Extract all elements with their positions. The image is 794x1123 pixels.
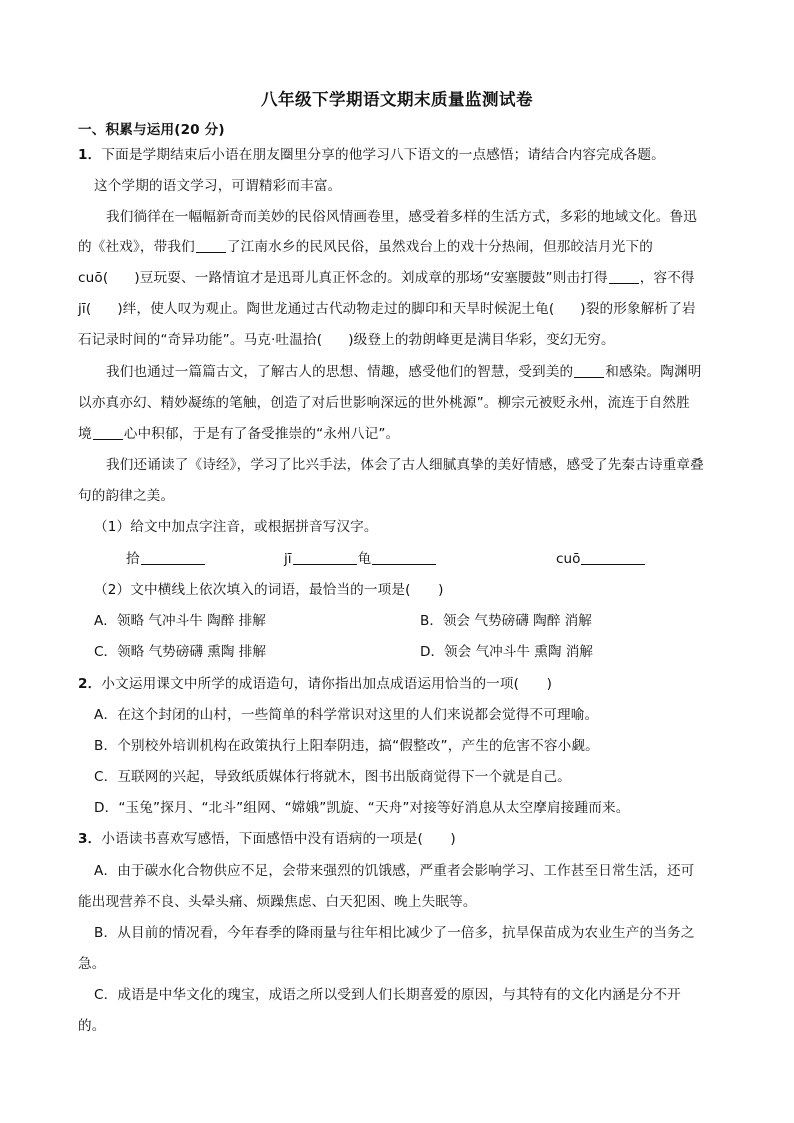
option-d[interactable]: D．“玉兔”探月、“北斗”组网、“嫦娥”凯旋、“天舟”对接等好消息从太空摩肩接踵而来。 xyxy=(94,800,630,816)
fill-item-ji xyxy=(284,550,437,568)
section-heading: 一、积累与运用(20 分) xyxy=(78,122,225,138)
text-span: )绊，使人叹为观止。陶世龙通过古代动物走过的脚印和天旱时候泥土龟( xyxy=(117,301,555,317)
text-span: )裂的形象解析了岩 xyxy=(580,301,696,317)
passage-line xyxy=(106,363,702,381)
option-b-continued: 急。 xyxy=(78,956,106,972)
fill-label: jī xyxy=(284,551,292,567)
text-span: 境 xyxy=(78,426,92,442)
option-b[interactable]: B．从目前的情况看，今年春季的降雨量与往年相比减少了一倍多，抗旱保苗成为农业生产的当务之 xyxy=(94,925,695,941)
option-a[interactable]: A．由于碳水化合物供应不足，会带来强烈的饥饿感，严重者会影响学习、工作甚至日常生活，还可 xyxy=(94,863,695,879)
text-span: ，容不得 xyxy=(639,270,695,286)
answer-blank[interactable] xyxy=(581,551,645,565)
blank-line[interactable] xyxy=(93,426,123,440)
option-c[interactable]: C．领略 气势磅礴 熏陶 排解 xyxy=(94,644,266,660)
option-c[interactable]: C．互联网的兴起，导致纸质媒体行将就木，图书出版商觉得下一个就是自己。 xyxy=(94,769,571,785)
blank-line[interactable] xyxy=(196,239,226,253)
question-number: 3． xyxy=(78,831,102,847)
option-c[interactable]: C．成语是中华文化的瑰宝，成语之所以受到人们长期喜爱的原因，与其特有的文化内涵是分不开 xyxy=(94,987,681,1003)
text-span: 我们也通过一篇篇古文，了解古人的思想、情趣，感受他们的智慧，受到美的 xyxy=(106,364,574,380)
sub-question-1: （1）给文中加点字注音，或根据拼音写汉字。 xyxy=(94,519,378,535)
passage-line xyxy=(78,238,653,256)
question-number: 1． xyxy=(78,147,102,163)
question-2-stem xyxy=(78,675,552,693)
answer-blank[interactable] xyxy=(293,551,357,565)
passage-line xyxy=(78,300,696,318)
fill-label: 拾 xyxy=(126,551,140,567)
option-a-continued: 能出现营养不良、头晕头痛、烦躁焦虑、白天犯困、晚上失眠等。 xyxy=(78,894,477,910)
passage-line xyxy=(78,331,615,349)
option-b[interactable]: B．领会 气势磅礴 陶醉 消解 xyxy=(420,613,592,629)
option-c-continued: 的。 xyxy=(78,1018,106,1034)
fill-label: 龟 xyxy=(357,551,372,567)
passage-line xyxy=(78,425,399,443)
answer-blank[interactable] xyxy=(141,551,205,565)
text-span: )豆玩耍、一路情谊才是迅哥儿真正怀念的。刘成章的那场“安塞腰鼓”则击打得 xyxy=(134,270,608,286)
option-a[interactable]: A．领略 气冲斗牛 陶醉 排解 xyxy=(94,613,266,629)
sub-question-2: （2）文中横线上依次填入的词语，最恰当的一项是( ) xyxy=(94,582,444,598)
text-span: 的《社戏》，带我们 xyxy=(78,239,195,255)
option-d[interactable]: D．领会 气冲斗牛 熏陶 消解 xyxy=(420,644,593,660)
option-a[interactable]: A．在这个封闭的山村，一些简单的科学常识对这里的人们来说都会觉得不可理喻。 xyxy=(94,707,599,723)
fill-label: cuō xyxy=(556,551,581,567)
text-span: 了江南水乡的民风民俗，虽然戏台上的戏十分热闹，但那皎洁月光下的 xyxy=(226,239,653,255)
passage-line: 这个学期的语文学习，可谓精彩而丰富。 xyxy=(94,178,342,194)
passage-line: 句的韵律之美。 xyxy=(78,488,175,504)
text-span: 石记录时间的“奇异功能”。马克·吐温拾( xyxy=(78,332,323,348)
text-span: 心中积郁，于是有了备受推崇的“永州八记”。 xyxy=(123,426,400,442)
question-text: 小语读书喜欢写感悟，下面感悟中没有语病的一项是( ) xyxy=(101,831,456,847)
question-text: 下面是学期结束后小语在朋友圈里分享的他学习八下语文的一点感悟；请结合内容完成各题。 xyxy=(101,147,665,163)
blank-line[interactable] xyxy=(609,270,639,284)
text-span: 和感染。陶渊明 xyxy=(605,364,702,380)
page-title: 八年级下学期语文期末质量监测试卷 xyxy=(261,90,533,109)
question-text: 小文运用课文中所学的成语造句，请你指出加点成语运用恰当的一项( ) xyxy=(101,676,553,692)
fill-item-cuo xyxy=(556,550,646,568)
option-b[interactable]: B．个别校外培训机构在政策执行上阳奉阴违，搞“假整改”，产生的危害不容小觑。 xyxy=(94,738,599,754)
question-number: 2． xyxy=(78,676,102,692)
answer-blank[interactable] xyxy=(372,551,436,565)
question-3-stem xyxy=(78,830,456,848)
question-1-stem xyxy=(78,146,665,164)
passage-line: 我们还诵读了《诗经》，学习了比兴手法，体会了古人细腻真挚的美好情感，感受了先秦古诗重章叠 xyxy=(106,457,704,473)
passage-line: 我们徜徉在一幅幅新奇而美妙的民俗风情画卷里，感受着多样的生活方式，多彩的地域文化。鲁迅 xyxy=(106,209,697,225)
passage-line xyxy=(78,269,695,287)
passage-line: 以亦真亦幻、精妙凝练的笔触，创造了对后世影响深远的世外桃源”。柳宗元被贬永州，流连于自然胜 xyxy=(78,395,690,411)
fill-item-shi xyxy=(126,550,206,568)
blank-line[interactable] xyxy=(574,364,604,378)
text-span: cuō( xyxy=(78,270,109,286)
text-span: )级登上的勃朗峰更是满目华彩，变幻无穷。 xyxy=(348,332,615,348)
text-span: jī( xyxy=(78,301,92,317)
